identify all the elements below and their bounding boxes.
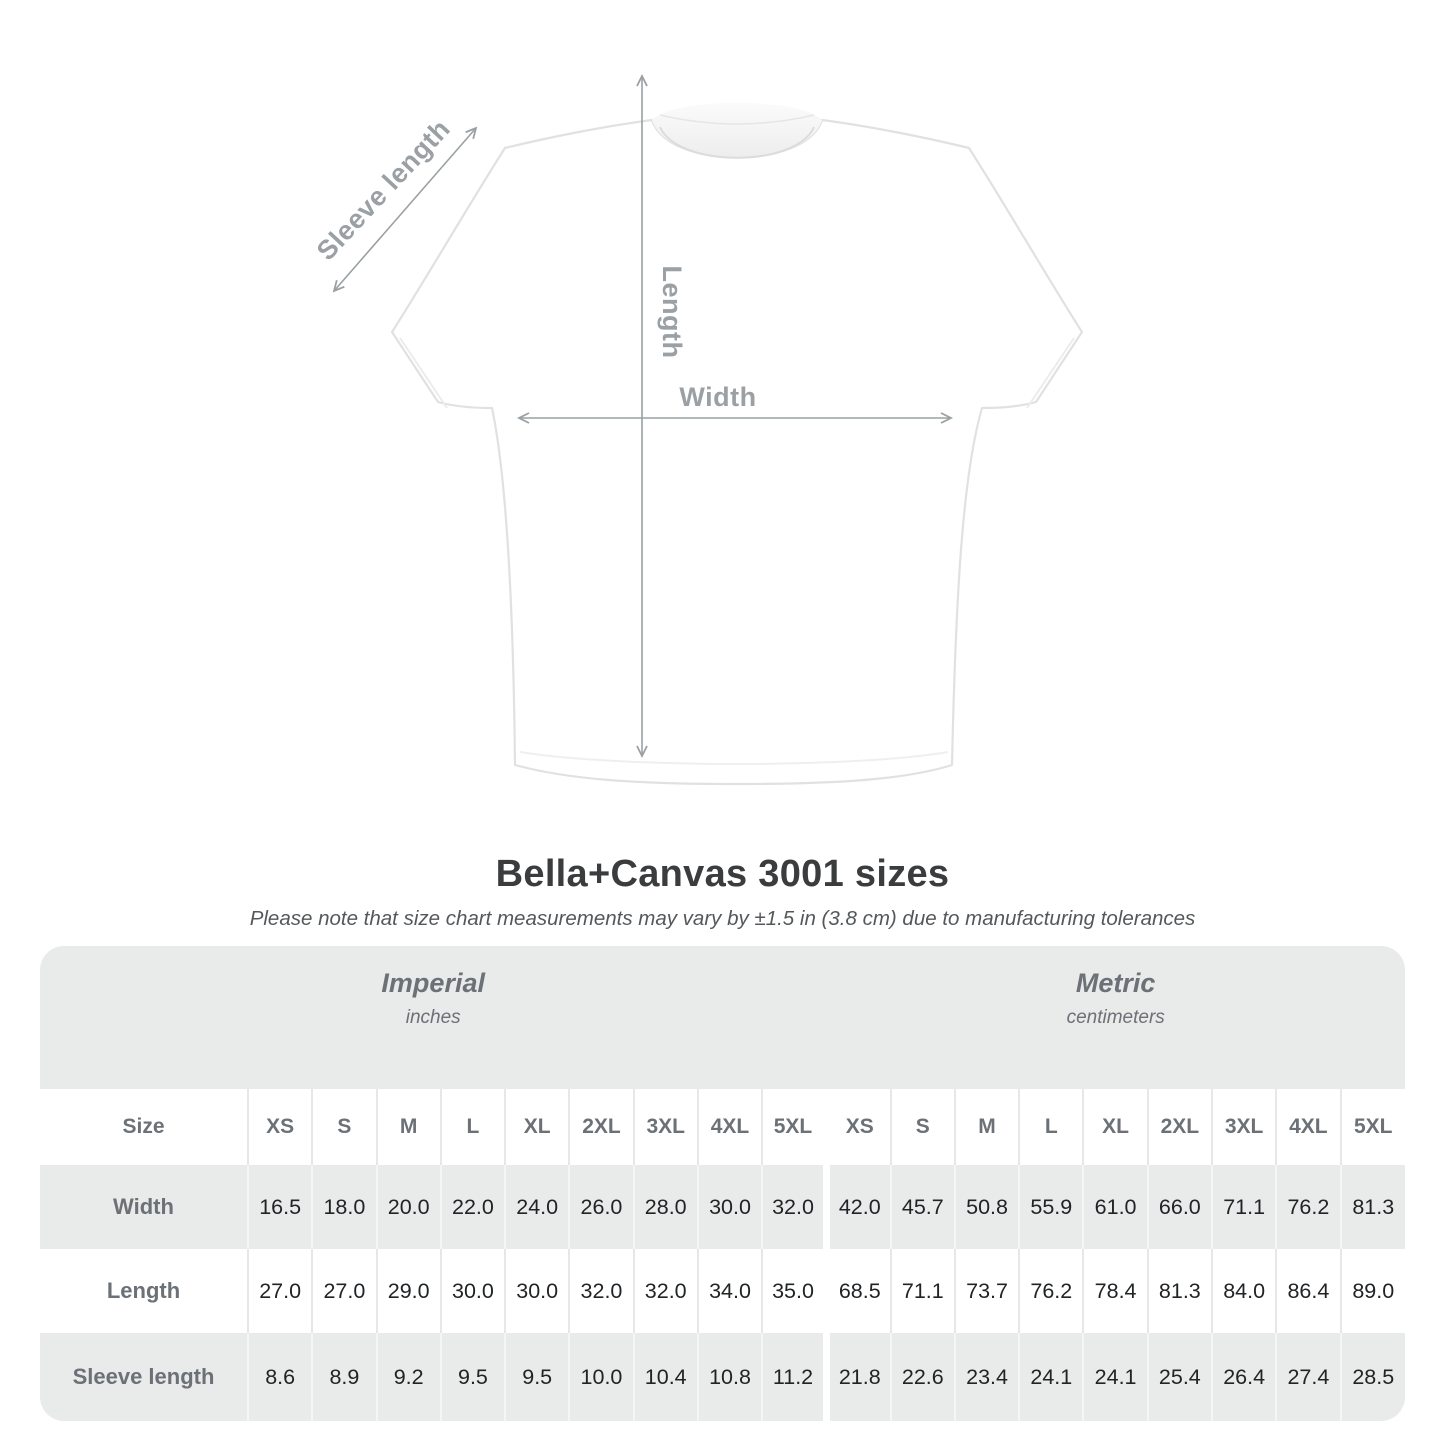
measurement-cell: 78.4 bbox=[1083, 1249, 1147, 1333]
row-label: Sleeve length bbox=[72, 1364, 215, 1389]
width-label: Width bbox=[679, 382, 757, 412]
measurement-cell: 68.5 bbox=[826, 1249, 890, 1333]
size-col-header-imperial-3xl: 3XL bbox=[634, 1089, 698, 1165]
size-column-label: Size bbox=[122, 1115, 165, 1138]
row-label: Length bbox=[106, 1278, 181, 1303]
size-col-header-metric-4xl: 4XL bbox=[1276, 1089, 1340, 1165]
measurement-cell: 23.4 bbox=[955, 1333, 1019, 1421]
size-col-header-imperial-xs: XS bbox=[248, 1089, 312, 1165]
size-chart-container bbox=[40, 946, 1405, 1421]
tshirt-graphic bbox=[392, 103, 1082, 784]
measurement-cell: 71.1 bbox=[891, 1249, 955, 1333]
metric-band-unit: centimeters bbox=[1066, 1007, 1165, 1028]
size-col-header-imperial-l: L bbox=[441, 1089, 505, 1165]
measurement-cell: 24.1 bbox=[1019, 1333, 1083, 1421]
measurement-cell: 22.0 bbox=[441, 1165, 505, 1249]
measurement-cell: 24.1 bbox=[1083, 1333, 1147, 1421]
measurement-cell: 27.0 bbox=[312, 1249, 376, 1333]
measurement-cell: 32.0 bbox=[634, 1249, 698, 1333]
imperial-band-unit: inches bbox=[405, 1007, 461, 1028]
measurement-cell: 9.2 bbox=[377, 1333, 441, 1421]
size-col-header-metric-l: L bbox=[1019, 1089, 1083, 1165]
row-label: Width bbox=[113, 1194, 174, 1219]
measurement-cell: 26.4 bbox=[1212, 1333, 1276, 1421]
measurement-cell: 9.5 bbox=[441, 1333, 505, 1421]
measurement-cell: 35.0 bbox=[762, 1249, 826, 1333]
measurement-cell: 42.0 bbox=[826, 1165, 890, 1249]
size-table-body bbox=[40, 1165, 1405, 1421]
measurement-cell: 9.5 bbox=[505, 1333, 569, 1421]
measurement-cell: 10.8 bbox=[698, 1333, 762, 1421]
sleeve-length-label: Sleeve length bbox=[310, 113, 456, 267]
measurement-cell: 11.2 bbox=[762, 1333, 826, 1421]
measurement-cell: 21.8 bbox=[826, 1333, 890, 1421]
measurement-cell: 22.6 bbox=[891, 1333, 955, 1421]
measurement-cell: 25.4 bbox=[1148, 1333, 1212, 1421]
measurement-cell: 81.3 bbox=[1148, 1249, 1212, 1333]
measurement-cell: 34.0 bbox=[698, 1249, 762, 1333]
page-title: Bella+Canvas 3001 sizes bbox=[495, 853, 950, 895]
measurement-cell: 55.9 bbox=[1019, 1165, 1083, 1249]
measurement-cell: 16.5 bbox=[248, 1165, 312, 1249]
measurement-cell: 45.7 bbox=[891, 1165, 955, 1249]
measurement-cell: 30.0 bbox=[441, 1249, 505, 1333]
measurement-cell: 73.7 bbox=[955, 1249, 1019, 1333]
measurement-cell: 66.0 bbox=[1148, 1165, 1212, 1249]
size-col-header-metric-5xl: 5XL bbox=[1341, 1089, 1405, 1165]
measurement-cell: 28.5 bbox=[1341, 1333, 1405, 1421]
size-col-header-metric-2xl: 2XL bbox=[1148, 1089, 1212, 1165]
measurement-cell: 10.0 bbox=[569, 1333, 633, 1421]
measurement-cell: 27.0 bbox=[248, 1249, 312, 1333]
measurement-cell: 61.0 bbox=[1083, 1165, 1147, 1249]
measurement-cell: 30.0 bbox=[505, 1249, 569, 1333]
measurement-cell: 28.0 bbox=[634, 1165, 698, 1249]
measurement-cell: 20.0 bbox=[377, 1165, 441, 1249]
size-col-header-metric-s: S bbox=[891, 1089, 955, 1165]
measurement-cell: 26.0 bbox=[569, 1165, 633, 1249]
measurement-cell: 32.0 bbox=[762, 1165, 826, 1249]
measurement-cell: 27.4 bbox=[1276, 1333, 1340, 1421]
size-chart-table bbox=[40, 946, 1405, 1421]
measurement-cell: 81.3 bbox=[1341, 1165, 1405, 1249]
size-col-header-imperial-m: M bbox=[377, 1089, 441, 1165]
measurement-cell: 86.4 bbox=[1276, 1249, 1340, 1333]
measurement-cell: 71.1 bbox=[1212, 1165, 1276, 1249]
measurement-cell: 29.0 bbox=[377, 1249, 441, 1333]
size-col-header-imperial-5xl: 5XL bbox=[762, 1089, 826, 1165]
size-col-header-imperial-4xl: 4XL bbox=[698, 1089, 762, 1165]
imperial-band bbox=[40, 946, 826, 1089]
unit-band-row bbox=[40, 946, 1405, 1089]
measurement-cell: 89.0 bbox=[1341, 1249, 1405, 1333]
table-row bbox=[40, 1165, 1405, 1249]
metric-band-title: Metric bbox=[1075, 968, 1156, 998]
measurement-cell: 76.2 bbox=[1019, 1249, 1083, 1333]
size-col-header-imperial-xl: XL bbox=[505, 1089, 569, 1165]
measurement-cell: 50.8 bbox=[955, 1165, 1019, 1249]
size-col-header-metric-xl: XL bbox=[1083, 1089, 1147, 1165]
measurement-cell: 18.0 bbox=[312, 1165, 376, 1249]
measurement-cell: 76.2 bbox=[1276, 1165, 1340, 1249]
measurement-cell: 84.0 bbox=[1212, 1249, 1276, 1333]
table-row bbox=[40, 1333, 1405, 1421]
table-row bbox=[40, 1249, 1405, 1333]
metric-band bbox=[826, 946, 1405, 1089]
measurement-cell: 24.0 bbox=[505, 1165, 569, 1249]
measurement-cell: 30.0 bbox=[698, 1165, 762, 1249]
size-col-header-metric-3xl: 3XL bbox=[1212, 1089, 1276, 1165]
measurement-cell: 10.4 bbox=[634, 1333, 698, 1421]
size-col-header-metric-m: M bbox=[955, 1089, 1019, 1165]
size-col-header-metric-xs: XS bbox=[826, 1089, 890, 1165]
measurement-cell: 8.9 bbox=[312, 1333, 376, 1421]
size-col-header-imperial-2xl: 2XL bbox=[569, 1089, 633, 1165]
tolerance-note: Please note that size chart measurements may vary by ±1.5 in (3.8 cm) due to manufacturing tolerances bbox=[249, 907, 1196, 930]
size-col-header-imperial-s: S bbox=[312, 1089, 376, 1165]
imperial-band-title: Imperial bbox=[381, 968, 485, 998]
measurement-cell: 8.6 bbox=[248, 1333, 312, 1421]
column-header-row bbox=[40, 1089, 1405, 1165]
length-label: Length bbox=[657, 265, 687, 359]
measurement-cell: 32.0 bbox=[569, 1249, 633, 1333]
